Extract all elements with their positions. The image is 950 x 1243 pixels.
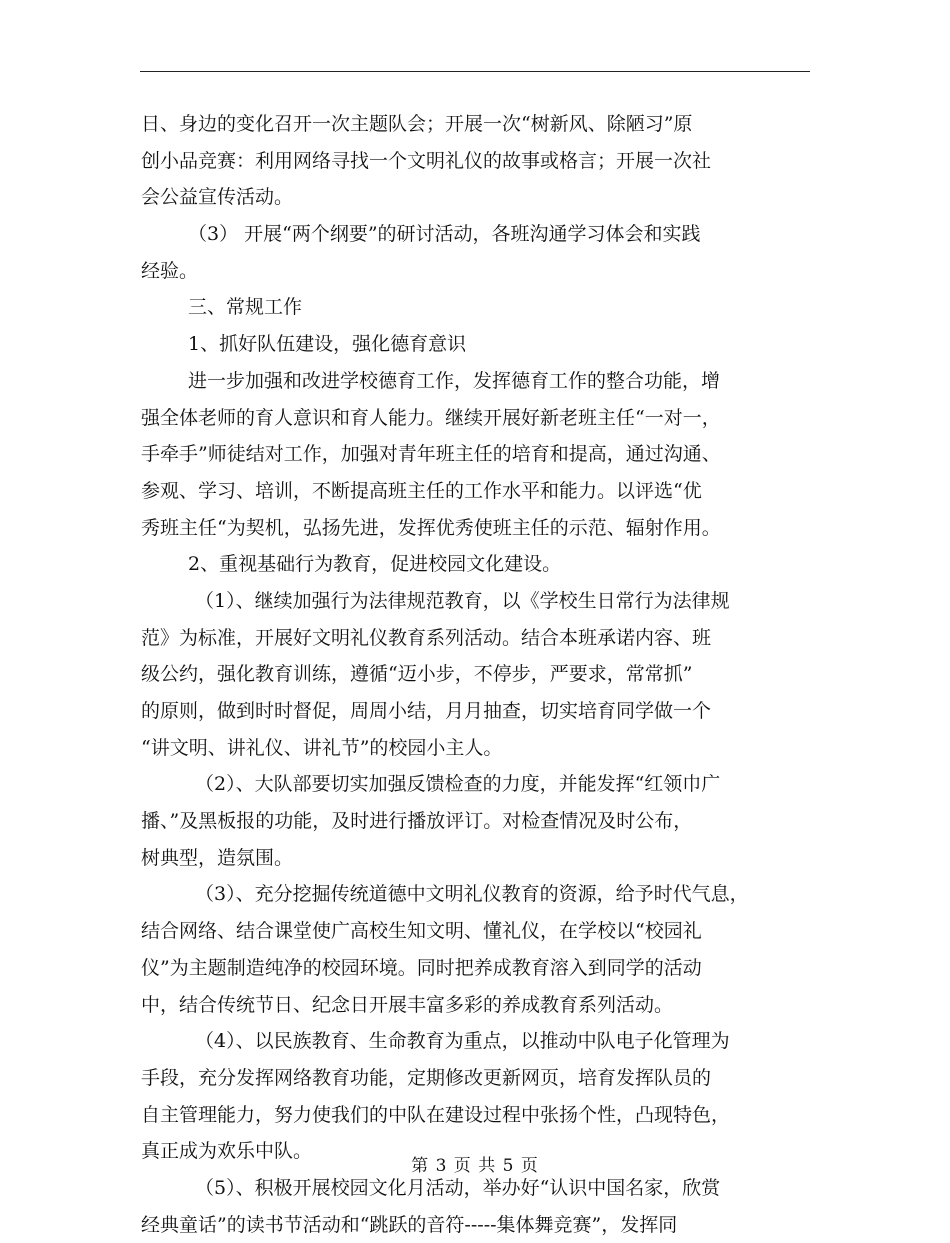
text-line: 自主管理能力，努力使我们的中队在建设过程中张扬个性，凸现特色， xyxy=(141,1103,731,1126)
text-line: 进一步加强和改进学校德育工作，发挥德育工作的整合功能，增 xyxy=(188,369,721,392)
text-line: 经验。 xyxy=(141,259,199,282)
text-line: （3）、充分挖掘传统道德中文明礼仪教育的资源，给予时代气息， xyxy=(195,883,749,906)
subsection-heading: 2、重视基础行为教育，促进校园文化建设。 xyxy=(188,553,562,576)
section-heading: 三、常规工作 xyxy=(188,296,303,319)
subsection-heading: 1、抓好队伍建设，强化德育意识 xyxy=(188,333,467,356)
text-line: 强全体老师的育人意识和育人能力。继续开展好新老班主任“一对一， xyxy=(141,406,721,429)
text-line: 经典童话”的读书节活动和“跳跃的音符-----集体舞竞赛”，发挥同 xyxy=(141,1213,678,1236)
text-line: 会公益宣传活动。 xyxy=(141,186,294,209)
text-line: 日、身边的变化召开一次主题队会；开展一次“树新风、除陋习”原 xyxy=(141,113,693,135)
text-line: 秀班主任“为契机，弘扬先进，发挥优秀使班主任的示范、辐射作用。 xyxy=(141,516,721,539)
text-line: 参观、学习、培训，不断提高班主任的工作水平和能力。以评选“优 xyxy=(141,479,702,502)
text-line: 结合网络、结合课堂使广高校生知文明、懂礼仪，在学校以“校园礼 xyxy=(141,920,702,943)
text-line: 真正成为欢乐中队。 xyxy=(141,1140,313,1163)
text-line: （4）、以民族教育、生命教育为重点，以推动中队电子化管理为 xyxy=(195,1030,730,1053)
text-line: 级公约，强化教育训练，遵循“迈小步，不停步，严要求，常常抓” xyxy=(141,663,693,686)
header-rule xyxy=(140,71,810,72)
document-body xyxy=(141,106,821,1243)
text-line: （3） 开展“两个纲要”的研讨活动，各班沟通学习体会和实践 xyxy=(188,223,701,246)
text-line: 手牵手”师徒结对工作，加强对青年班主任的培育和提高，通过沟通、 xyxy=(141,443,721,466)
text-line: （5）、积极开展校园文化月活动，举办好“认识中国名家，欣赏 xyxy=(195,1176,721,1199)
text-line: 树典型，造氛围。 xyxy=(141,846,294,869)
text-line: （1）、继续加强行为法律规范教育，以《学校生日常行为法律规 xyxy=(195,589,730,612)
page-number: 第 3 页 共 5 页 xyxy=(411,1156,539,1176)
text-line: 仪”为主题制造纯净的校园环境。同时把养成教育溶入到同学的活动 xyxy=(141,956,702,979)
text-line: （2）、大队部要切实加强反馈检查的力度，并能发挥“红领巾广 xyxy=(195,773,721,796)
text-line: 手段，充分发挥网络教育功能，定期修改更新网页，培育发挥队员的 xyxy=(141,1066,712,1089)
text-line: 创小品竞赛：利用网络寻找一个文明礼仪的故事或格言；开展一次社 xyxy=(141,149,712,172)
text-line: 的原则，做到时时督促，周周小结，月月抽查，切实培育同学做一个 xyxy=(141,700,712,722)
text-line: 范》为标准，开展好文明礼仪教育系列活动。结合本班承诺内容、班 xyxy=(141,626,712,649)
text-line: “讲文明、讲礼仪、讲礼节”的校园小主人。 xyxy=(141,736,503,759)
text-line: 播、”及黑板报的功能，及时进行播放评订。对检查情况及时公布， xyxy=(141,810,693,833)
text-line: 中，结合传统节日、纪念日开展丰富多彩的养成教育系列活动。 xyxy=(141,993,674,1016)
